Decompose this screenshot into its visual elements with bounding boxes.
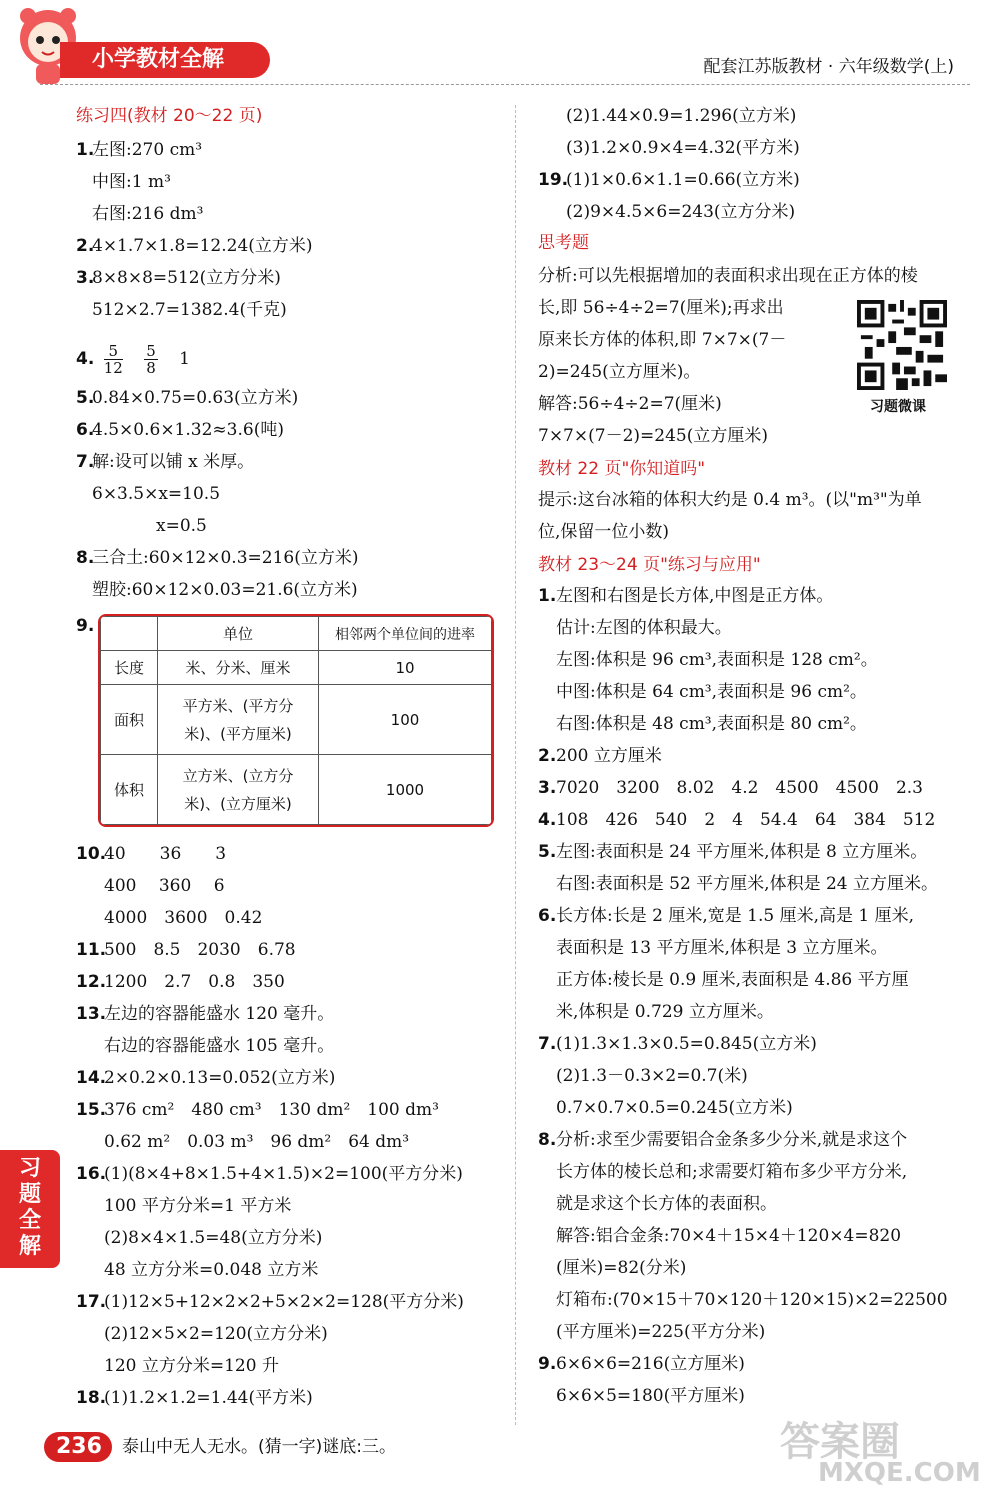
- answer-line: [76, 1030, 334, 1062]
- answer-number: 8.: [538, 1130, 557, 1150]
- header-rule: [40, 84, 970, 85]
- answer-line: [538, 324, 786, 356]
- answer-line: [538, 1252, 686, 1284]
- answer-line: [76, 134, 202, 166]
- answer-text: 右图:216 dm³: [92, 204, 204, 224]
- answer-text: 40 36 3: [104, 844, 227, 864]
- answer-text: 6×3.5×x=10.5: [92, 484, 221, 504]
- answer-number: 11.: [76, 940, 107, 960]
- answer-line: [76, 294, 287, 326]
- answer-line: [76, 510, 207, 542]
- answer-line: [538, 612, 732, 644]
- answer-text: 右图:表面积是 52 平方厘米,体积是 24 立方厘米。: [556, 874, 939, 894]
- answer-line: [76, 574, 358, 606]
- answer-text: 解:设可以铺 x 米厚。: [92, 452, 255, 472]
- answer-line: [538, 708, 867, 740]
- answer-line: [538, 996, 774, 1028]
- answer-text: 就是求这个长方体的表面积。: [556, 1194, 777, 1214]
- table-cell: 1000: [319, 755, 492, 825]
- answer-number: 6.: [538, 906, 557, 926]
- answer-text: 长方体的棱长总和;求需要灯箱布多少平方分米,: [556, 1162, 908, 1182]
- answer-line: [538, 1284, 948, 1316]
- answer-line: [538, 1028, 817, 1060]
- table-cell: [158, 755, 319, 825]
- answer-number: 3.: [76, 268, 95, 288]
- section-title-practice: 教材 23～24 页"练习与应用": [538, 555, 761, 575]
- answer-text: 正方体:棱长是 0.9 厘米,表面积是 4.86 平方厘: [556, 970, 909, 990]
- table-row: [101, 755, 492, 825]
- answer-line: [76, 262, 281, 294]
- answer-line: [538, 1188, 777, 1220]
- answer-text: 长,即 56÷4÷2=7(厘米);再求出: [538, 298, 784, 318]
- answer-line: [76, 902, 262, 934]
- side-tab-label: 习题全解: [18, 1156, 41, 1259]
- answer-number: 2.: [76, 236, 95, 256]
- answer-text: 左图:表面积是 24 平方厘米,体积是 8 立方厘米。: [556, 842, 928, 862]
- answer-line: [76, 478, 220, 510]
- answer-text: 右图:体积是 48 cm³,表面积是 80 cm²。: [556, 714, 867, 734]
- answer-text: 100 平方分米=1 平方米: [104, 1196, 292, 1216]
- fraction-numerator: 5: [108, 342, 119, 360]
- answer-text: 解答:56÷4÷2=7(厘米): [538, 394, 722, 414]
- table-header-cell: 相邻两个单位间的进率: [319, 617, 492, 651]
- answer-text: 分析:可以先根据增加的表面积求出现在正方体的棱: [538, 266, 918, 286]
- answer-text: 解答:铝合金条:70×4＋15×4＋120×4=820: [556, 1226, 902, 1246]
- answer-text: (2)1.3－0.3×2=0.7(米): [556, 1066, 748, 1086]
- answer-number: 1.: [76, 140, 95, 160]
- answer-text: 左边的容器能盛水 120 毫升。: [104, 1004, 335, 1024]
- answer-line: [538, 804, 935, 836]
- unit-table: [98, 614, 494, 827]
- answer-text: 4000 3600 0.42: [104, 908, 263, 928]
- answer-line: [538, 836, 927, 868]
- answer-line: [76, 1350, 279, 1382]
- answer-number: 8.: [76, 548, 95, 568]
- answer-number: 9.: [76, 616, 95, 636]
- table-row: [101, 685, 492, 755]
- watermark-logo: 答案圈: [780, 1419, 900, 1465]
- column-divider: [515, 105, 516, 1425]
- answer-text: 提示:这台冰箱的体积大约是 0.4 m³。(以"m³"为单: [538, 490, 922, 510]
- answer-line: [538, 676, 867, 708]
- answer-value: 1: [179, 349, 190, 369]
- answer-line: [538, 932, 887, 964]
- answer-line: [538, 868, 938, 900]
- answer-text: 1200 2.7 0.8 350: [104, 972, 285, 992]
- table-header-cell: [101, 617, 158, 651]
- answer-text: (2)8×4×1.5=48(立方分米): [104, 1228, 323, 1248]
- fraction-denominator: 8: [146, 359, 156, 377]
- qr-code-icon: [856, 300, 948, 390]
- table-cell: 米、分米、厘米: [158, 651, 319, 685]
- table-cell: [158, 685, 319, 755]
- qr-label: 习题微课: [870, 399, 926, 415]
- section-title-think: 思考题: [538, 233, 589, 253]
- answer-text: 6×6×5=180(平方厘米): [556, 1386, 745, 1406]
- answer-line: [538, 516, 669, 548]
- answer-line: [76, 542, 358, 574]
- answer-line: [538, 132, 800, 164]
- section-title-exercise-4: 练习四(教材 20～22 页): [76, 106, 263, 126]
- answer-text: 0.7×0.7×0.5=0.245(立方米): [556, 1098, 793, 1118]
- answer-number: 7.: [538, 1034, 557, 1054]
- answer-text: 左图:270 cm³: [92, 140, 203, 160]
- answer-text: 108 426 540 2 4 54.4 64 384 512: [556, 810, 936, 830]
- answer-text: 7020 3200 8.02 4.2 4500 4500 2.3: [556, 778, 923, 798]
- watermark-url: MXQE.COM: [818, 1458, 981, 1488]
- answer-text: (1)12×5+12×2×2+5×2×2=128(平方分米): [104, 1292, 464, 1312]
- answer-number: 2.: [538, 746, 557, 766]
- answer-text: (厘米)=82(分米): [556, 1258, 687, 1278]
- answer-text: 200 立方厘米: [556, 746, 662, 766]
- answer-text: (2)12×5×2=120(立方分米): [104, 1324, 328, 1344]
- answer-line: [538, 388, 722, 420]
- answer-line: [538, 772, 923, 804]
- answer-number: 9.: [538, 1354, 557, 1374]
- answer-line: [76, 1190, 291, 1222]
- answer-line: [76, 966, 285, 998]
- answer-number: 3.: [538, 778, 557, 798]
- table-cell: 体积: [101, 755, 158, 825]
- table-header-cell: 单位: [158, 617, 319, 651]
- answer-text: 376 cm² 480 cm³ 130 dm² 100 dm³: [104, 1100, 439, 1120]
- answer-text: (1)1.2×1.2=1.44(平方米): [104, 1388, 313, 1408]
- answer-text: 512×2.7=1382.4(千克): [92, 300, 287, 320]
- answer-text: (平方厘米)=225(平方分米): [556, 1322, 766, 1342]
- answer-number: 1.: [538, 586, 557, 606]
- answer-line: [538, 100, 796, 132]
- answer-line: [76, 166, 171, 198]
- answer-text: 中图:体积是 64 cm³,表面积是 96 cm²。: [556, 682, 867, 702]
- table-row: [101, 651, 492, 685]
- answer-line: [76, 1286, 464, 1318]
- answer-line: [538, 292, 784, 324]
- answer-number: 5.: [538, 842, 557, 862]
- answer-text: 米,体积是 0.729 立方厘米。: [556, 1002, 774, 1022]
- answer-line: [76, 382, 298, 414]
- answer-line: [76, 1222, 322, 1254]
- answer-number: 12.: [76, 972, 107, 992]
- answer-text: (1)(8×4+8×1.5+4×1.5)×2=100(平方分米): [104, 1164, 463, 1184]
- answer-text: 120 立方分米=120 升: [104, 1356, 279, 1376]
- answer-text: 右边的容器能盛水 105 毫升。: [104, 1036, 335, 1056]
- answer-line: [538, 196, 795, 228]
- answer-line: [76, 1126, 409, 1158]
- answer-line: [76, 1062, 335, 1094]
- answer-line: [538, 1380, 745, 1412]
- answer-line: [538, 964, 909, 996]
- answer-text: 位,保留一位小数): [538, 522, 670, 542]
- answer-line: [76, 1094, 439, 1126]
- fraction-a: [104, 343, 123, 376]
- answer-line: [76, 230, 313, 262]
- answer-line: [538, 1060, 748, 1092]
- table-cell-line: 立方米、(立方分: [182, 766, 294, 785]
- answer-line: [538, 356, 700, 388]
- answer-line: [538, 580, 833, 612]
- answer-text: (1)1.3×1.3×0.5=0.845(立方米): [556, 1034, 817, 1054]
- answer-text: 500 8.5 2030 6.78: [104, 940, 296, 960]
- answer-number: 13.: [76, 1004, 107, 1024]
- answer-line: [76, 1254, 318, 1286]
- answer-text: 表面积是 13 平方厘米,体积是 3 立方厘米。: [556, 938, 888, 958]
- answer-line: [538, 420, 768, 452]
- answer-line: [76, 870, 225, 902]
- answer-text: 4.5×0.6×1.32≈3.6(吨): [92, 420, 284, 440]
- answer-text: 400 360 6: [104, 876, 225, 896]
- answer-number: 14.: [76, 1068, 107, 1088]
- answer-text: 左图:体积是 96 cm³,表面积是 128 cm²。: [556, 650, 878, 670]
- answer-line: [538, 1220, 901, 1252]
- answer-line: [538, 1348, 745, 1380]
- table-cell-line: 米)、(平方厘米): [184, 724, 292, 743]
- answer-line: [538, 740, 662, 772]
- book-subtitle: 配套江苏版教材 · 六年级数学(上): [703, 57, 954, 77]
- answer-text: 长方体:长是 2 厘米,宽是 1.5 厘米,高是 1 厘米,: [556, 906, 915, 926]
- table-cell-line: 平方米、(平方分: [182, 696, 294, 715]
- fraction-b: [144, 343, 158, 376]
- answer-number: 6.: [76, 420, 95, 440]
- answer-line: [76, 1382, 313, 1414]
- answer-text: 2×0.2×0.13=0.052(立方米): [104, 1068, 336, 1088]
- answer-text: 2)=245(立方厘米)。: [538, 362, 701, 382]
- answer-text: 0.62 m² 0.03 m³ 96 dm² 64 dm³: [104, 1132, 410, 1152]
- answer-number: 7.: [76, 452, 95, 472]
- answer-text: 48 立方分米=0.048 立方米: [104, 1260, 319, 1280]
- table-cell: 长度: [101, 651, 158, 685]
- answer-line: [76, 934, 296, 966]
- table-cell: 面积: [101, 685, 158, 755]
- fraction-numerator: 5: [146, 342, 156, 360]
- answer-text: (1)1×0.6×1.1=0.66(立方米): [566, 170, 800, 190]
- section-title-know: 教材 22 页"你知道吗": [538, 459, 706, 479]
- answer-line: [538, 1124, 907, 1156]
- answer-line: [76, 1158, 463, 1190]
- answer-number: 15.: [76, 1100, 107, 1120]
- answer-line: [538, 644, 878, 676]
- answer-text: 灯箱布:(70×15＋70×120＋120×15)×2=22500: [556, 1290, 948, 1310]
- answer-text: 0.84×0.75=0.63(立方米): [92, 388, 299, 408]
- answer-line: [76, 198, 203, 230]
- answer-line: [538, 900, 914, 932]
- answer-line: [538, 1316, 765, 1348]
- answer-text: 分析:求至少需要铝合金条多少分米,就是求这个: [556, 1130, 908, 1150]
- answer-line: [76, 998, 334, 1030]
- page-number: 236: [56, 1434, 102, 1459]
- answer-text: 4×1.7×1.8=12.24(立方米): [92, 236, 313, 256]
- table-cell: 10: [319, 651, 492, 685]
- answer-line: [538, 484, 922, 516]
- answer-line: [76, 446, 254, 478]
- table-cell: 100: [319, 685, 492, 755]
- book-title: 小学教材全解: [92, 47, 225, 72]
- answer-text: 中图:1 m³: [92, 172, 171, 192]
- answer-line: [76, 838, 226, 870]
- answer-text: 左图和右图是长方体,中图是正方体。: [556, 586, 834, 606]
- answer-number: 10.: [76, 844, 107, 864]
- answer-text: 6×6×6=216(立方厘米): [556, 1354, 745, 1374]
- answer-text: 原来长方体的体积,即 7×7×(7－: [538, 330, 787, 350]
- answer-number: 17.: [76, 1292, 107, 1312]
- answer-text: x=0.5: [156, 516, 207, 536]
- answer-number: 4.: [538, 810, 557, 830]
- answer-text: (3)1.2×0.9×4=4.32(平方米): [566, 138, 800, 158]
- answer-4: [76, 340, 190, 378]
- answer-number: 5.: [76, 388, 95, 408]
- footer-riddle: 泰山中无人无水。(猜一字)谜底:三。: [122, 1437, 396, 1457]
- answer-number: 4.: [76, 349, 95, 369]
- answer-number: 18.: [76, 1388, 107, 1408]
- answer-text: 7×7×(7－2)=245(立方厘米): [538, 426, 768, 446]
- answer-line: [538, 260, 918, 292]
- fraction-denominator: 12: [103, 359, 123, 377]
- answer-number: 16.: [76, 1164, 107, 1184]
- answer-text: 估计:左图的体积最大。: [556, 618, 732, 638]
- answer-text: (2)9×4.5×6=243(立方分米): [566, 202, 796, 222]
- answer-text: 8×8×8=512(立方分米): [92, 268, 281, 288]
- answer-number: 19.: [538, 170, 569, 190]
- answer-line: [76, 1318, 328, 1350]
- answer-line: [538, 1156, 907, 1188]
- answer-text: (2)1.44×0.9=1.296(立方米): [566, 106, 797, 126]
- answer-text: 三合土:60×12×0.3=216(立方米): [92, 548, 359, 568]
- answer-line: [76, 414, 284, 446]
- answer-text: 塑胶:60×12×0.03=21.6(立方米): [92, 580, 358, 600]
- answer-line: [538, 1092, 793, 1124]
- answer-line: [538, 164, 800, 196]
- table-cell-line: 米)、(立方厘米): [184, 794, 292, 813]
